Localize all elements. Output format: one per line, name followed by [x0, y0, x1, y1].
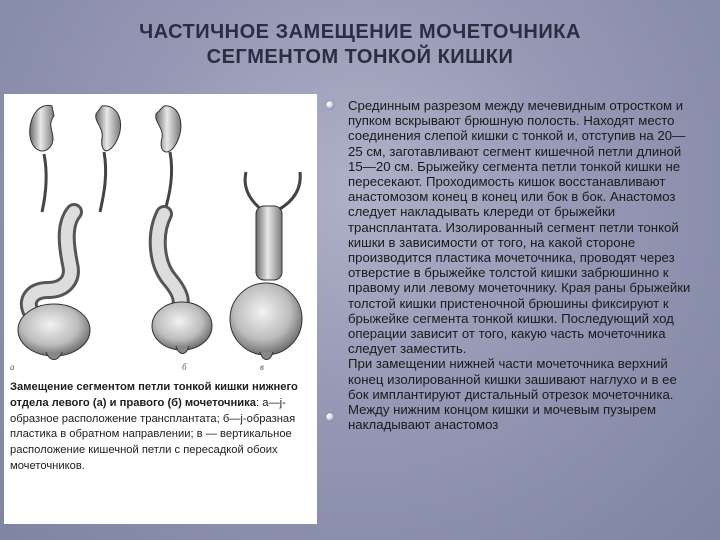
figure-a-drawing: [10, 105, 121, 372]
figure-label-a: а: [10, 362, 15, 372]
paragraph-2: При замещении нижней части мочеточника верхний конец изолированной кишки зашивают наглухо и в ее бок имплантируют дистальный отрезок мочеточника. Между нижним концом кишки и мочевым пузырем накладывают анастомоз: [348, 356, 677, 433]
figure-caption-bold: Замещение сегментом петли тонкой кишки нижнего отдела левого (а) и правого (б) мочеточника: [10, 381, 298, 409]
figure-label-c: в: [260, 362, 264, 372]
paragraph-1: Срединным разрезом между мечевидным отростком и пупком вскрывают брюшную полость. Находят место соединения слепой кишки с тонкой и, отступив на 20—25 см, заготавливают сегмент кишечной петли длиной 15—20 см. Брыжейку сегмента петли тонкой кишки не пересекают. Проходимость кишок восстанавливают анастомозом конец в конец или бок в бок. Анастомоз следует накладывать клереди от брыжейки трансплантата. Изолированный сегмент петли тонкой кишки в зависимости от того, на какой стороне производится пластика мочеточника, проводят через отверстие в брыжейке толстой кишки забрюшинно к правому или левому мочеточнику. Края раны брыжейки толстой кишки пристеночной брюшины фиксируют к брыжейке сегмента тонкой кишки. Последующий ход операции зависит от того, какую часть мочеточника следует заместить.: [348, 98, 691, 357]
slide-title-line-1: ЧАСТИЧНОЕ ЗАМЕЩЕНИЕ МОЧЕТОЧНИКА: [139, 21, 581, 43]
figure-caption-rest: : а—j-образное расположение трансплантата; б—j-образная пластика в обратном направлении; в — вертикальное расположение кишечной петли с пересадкой обоих мочеточников.: [10, 396, 296, 472]
figure-caption: [10, 380, 315, 475]
bullet-icon: [326, 413, 334, 421]
figure-panel: [4, 94, 317, 524]
bullet-icon: [326, 101, 334, 109]
body-text: [348, 98, 698, 432]
figure-b-drawing: [152, 106, 212, 372]
slide-title: [0, 20, 720, 70]
slide-title-line-2: СЕГМЕНТОМ ТОНКОЙ КИШКИ: [206, 46, 514, 68]
figure-c-drawing: [230, 172, 302, 372]
ureter-replacement-illustration: [4, 94, 317, 384]
figure-label-b: б: [182, 362, 187, 372]
